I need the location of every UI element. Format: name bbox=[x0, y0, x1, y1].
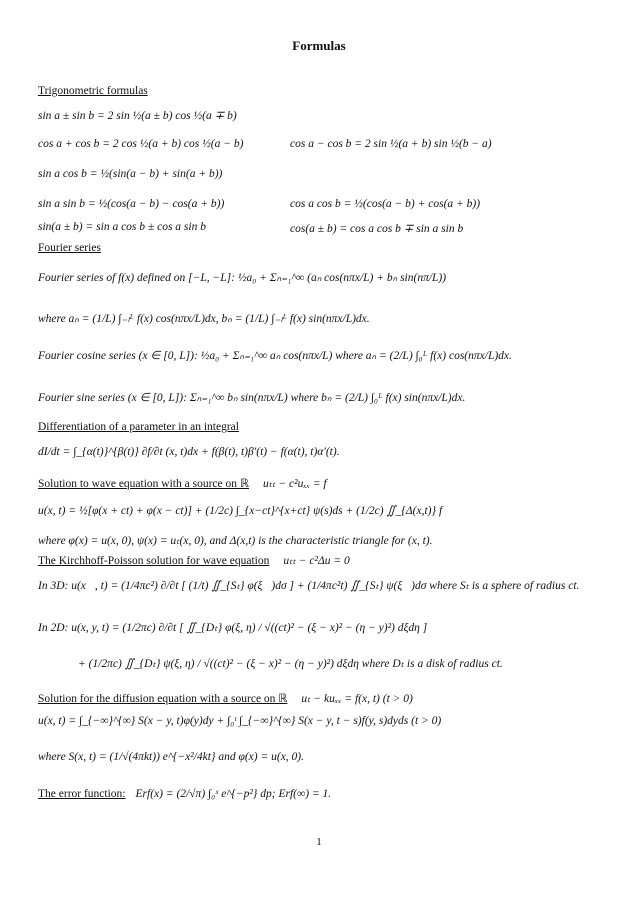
section-heading-trig: Trigonometric formulas bbox=[38, 85, 148, 97]
formula-wave-2: where φ(x) = u(x, 0), ψ(x) = uₜ(x, 0), and Δ(x,t) is the characteristic triangle for (x, t). bbox=[38, 535, 433, 547]
formula-trig-4a: sin a sin b = ½(cos(a − b) − cos(a + b)) bbox=[38, 198, 225, 210]
formula-fourier-3: Fourier cosine series (x ∈ [0, L]): ½a₀ + Σₙ₌₁^∞ aₙ cos(nπx/L) where aₙ = (2/L) ∫₀ᴸ f(x) cos(nπx/L)dx. bbox=[38, 350, 512, 362]
formula-trig-5a: sin(a ± b) = sin a cos b ± cos a sin b bbox=[38, 221, 206, 233]
formula-trig-3: sin a cos b = ½(sin(a − b) + sin(a + b)) bbox=[38, 168, 223, 180]
error-function-formula: Erf(x) = (2/√π) ∫₀ˣ e^{−p²} dp; Erf(∞) = 1. bbox=[135, 788, 332, 800]
section-heading-diffusion bbox=[38, 691, 413, 705]
formula-kirchhoff-2d: In 2D: u(x, y, t) = (1/2πc) ∂/∂t [ ∬_{Dₜ} φ(ξ, η) / √((ct)² − (ξ − x)² − (η − y)²) dξdη ] bbox=[38, 622, 428, 634]
section-heading-fourier: Fourier series bbox=[38, 242, 101, 254]
formula-fourier-2: where aₙ = (1/L) ∫₋ₗᴸ f(x) cos(nπx/L)dx, bₙ = (1/L) ∫₋ₗᴸ f(x) sin(nπx/L)dx. bbox=[38, 313, 370, 325]
formula-trig-5b: cos(a ± b) = cos a cos b ∓ sin a sin b bbox=[290, 223, 464, 235]
formula-fourier-1: Fourier series of f(x) defined on [−L, −L]: ½a₀ + Σₙ₌₁^∞ (aₙ cos(nπx/L) + bₙ sin(nπ/L)) bbox=[38, 272, 447, 284]
kirchhoff-equation: uₜₜ − c²Δu = 0 bbox=[283, 555, 350, 567]
error-function-line bbox=[38, 788, 331, 800]
formula-trig-2b: cos a − cos b = 2 sin ½(a + b) sin ½(b − a) bbox=[290, 138, 492, 150]
section-heading-kirchhoff bbox=[38, 553, 350, 567]
formula-kirchhoff-3d: In 3D: u(x⃗, t) = (1/4πc²) ∂/∂t [ (1/t) ∬_{Sₜ} φ(ξ⃗)dσ ] + (1/4πc²t) ∬_{Sₜ} ψ(ξ⃗)dσ where Sₜ is a sphere of radius ct. bbox=[38, 580, 580, 592]
diffusion-equation: uₜ − kuₓₓ = f(x, t) (t > 0) bbox=[301, 693, 413, 705]
error-function-label: The error function: bbox=[38, 788, 126, 800]
formula-fourier-4: Fourier sine series (x ∈ [0, L]): Σₙ₌₁^∞ bₙ sin(nπx/L) where bₙ = (2/L) ∫₀ᴸ f(x) sin(nπx/L)dx. bbox=[38, 392, 466, 404]
wave-heading-label: Solution to wave equation with a source on ℝ bbox=[38, 478, 249, 490]
formula-trig-2a: cos a + cos b = 2 cos ½(a + b) cos ½(a − b) bbox=[38, 138, 244, 150]
formula-diffusion-2: where S(x, t) = (1/√(4πkt)) e^{−x²/4kt} and φ(x) = u(x, 0). bbox=[38, 751, 305, 763]
section-heading-differentiation: Differentiation of a parameter in an integral bbox=[38, 421, 239, 433]
page-number: 1 bbox=[316, 836, 322, 848]
formula-trig-1: sin a ± sin b = 2 sin ½(a ± b) cos ½(a ∓ b) bbox=[38, 110, 237, 122]
formula-wave-1: u(x, t) = ½[φ(x + ct) + φ(x − ct)] + (1/2c) ∫_{x−ct}^{x+ct} ψ(s)ds + (1/2c) ∬_{Δ(x,t)} f bbox=[38, 505, 443, 517]
section-heading-wave bbox=[38, 476, 327, 490]
kirchhoff-heading-label: The Kirchhoff-Poisson solution for wave equation bbox=[38, 555, 270, 567]
formula-differentiation: dI/dt = ∫_{α(t)}^{β(t)} ∂f/∂t (x, t)dx + f(β(t), t)β′(t) − f(α(t), t)α′(t). bbox=[38, 446, 340, 458]
diffusion-heading-label: Solution for the diffusion equation with a source on ℝ bbox=[38, 693, 288, 705]
formula-kirchhoff-2d-cont: + (1/2πc) ∬_{Dₜ} ψ(ξ, η) / √((ct)² − (ξ − x)² − (η − y)²) dξdη where Dₜ is a disk of radius ct. bbox=[78, 658, 503, 670]
page-title: Formulas bbox=[292, 38, 346, 53]
formula-diffusion-1: u(x, t) = ∫_{−∞}^{∞} S(x − y, t)φ(y)dy + ∫₀ᵗ ∫_{−∞}^{∞} S(x − y, t − s)f(y, s)dyds (t > 0) bbox=[38, 715, 442, 727]
wave-equation: uₜₜ − c²uₓₓ = f bbox=[262, 478, 327, 490]
formula-trig-4b: cos a cos b = ½(cos(a − b) + cos(a + b)) bbox=[290, 198, 481, 210]
